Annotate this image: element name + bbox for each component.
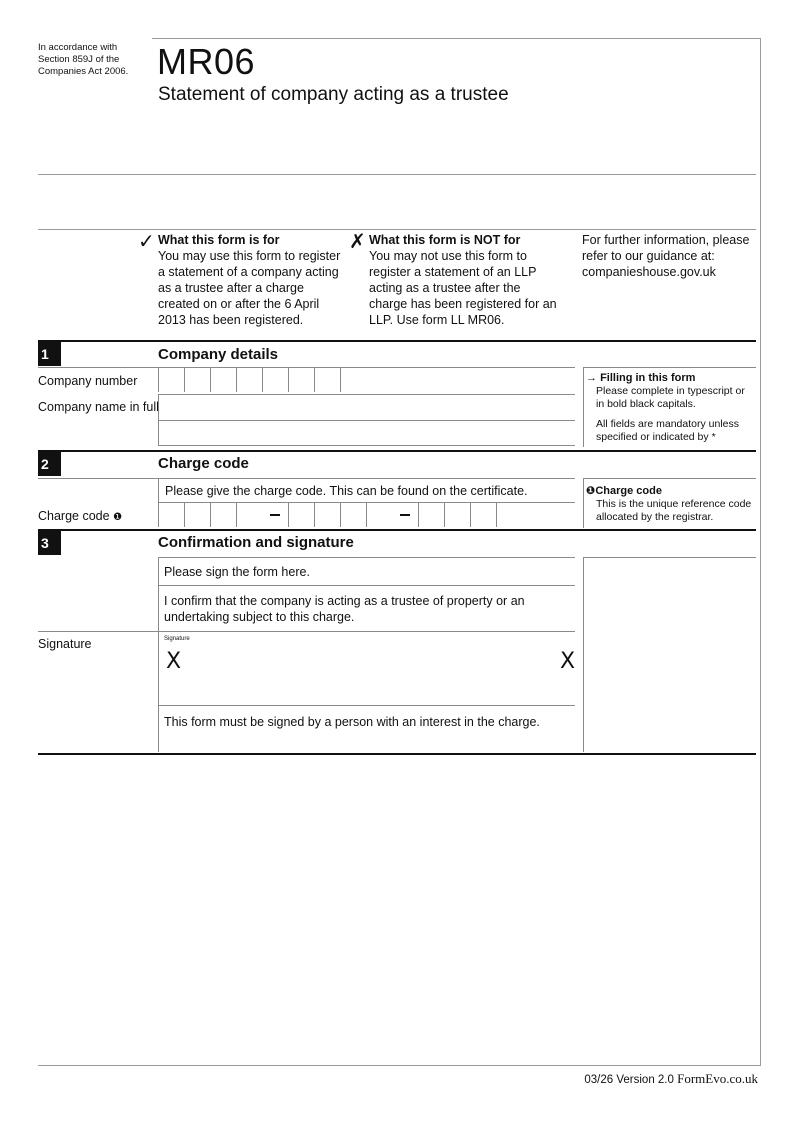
section-3-bar <box>38 529 756 531</box>
section-3-title: Confirmation and signature <box>158 534 354 551</box>
company-number-boxes[interactable] <box>158 367 362 392</box>
section-1-bar <box>38 340 756 342</box>
charge-code-instruction: Please give the charge code. This can be found on the certificate. <box>165 484 528 498</box>
filling-in-heading: → Filling in this form <box>586 372 696 384</box>
footer-version: 03/26 Version 2.0 <box>584 1074 674 1086</box>
section-3-end-bar <box>38 753 756 755</box>
signature-label: Signature <box>38 637 92 651</box>
info-icon: ❶ <box>586 485 596 497</box>
form-purpose-heading: What this form is for <box>158 233 280 247</box>
section-3-right-border <box>583 557 584 752</box>
form-not-purpose <box>369 232 559 328</box>
mandatory-note: All fields are mandatory unless specified or indicated by * <box>596 418 739 443</box>
header-divider <box>38 174 756 175</box>
charge-code-note-text: This is the unique reference code allocated by the registrar. <box>596 498 752 523</box>
sign-instruction: Please sign the form here. <box>164 565 310 579</box>
charge-code-cell[interactable] <box>288 502 314 527</box>
section-2-number: 2 <box>38 452 61 476</box>
charge-code-label: Charge code ❶ <box>38 509 123 523</box>
charge-code-cell[interactable] <box>496 502 522 527</box>
charge-code-cell[interactable] <box>158 502 184 527</box>
frame-right-border <box>760 38 761 1066</box>
charge-code-cell[interactable] <box>366 502 392 527</box>
company-number-label: Company number <box>38 374 138 388</box>
frame-top-border <box>152 38 761 39</box>
charge-code-separator <box>270 514 280 516</box>
charge-code-cell[interactable] <box>314 502 340 527</box>
charge-code-note <box>586 485 754 524</box>
section-1-title: Company details <box>158 346 279 363</box>
signatory-note: This form must be signed by a person with an interest in the charge. <box>164 715 540 729</box>
section-2-title: Charge code <box>158 455 249 472</box>
charge-code-boxes[interactable] <box>158 502 522 527</box>
frame-bottom-border <box>38 1065 761 1066</box>
charge-code-separator <box>400 514 410 516</box>
form-code: MR06 <box>157 41 256 82</box>
form-not-purpose-heading: What this form is NOT for <box>369 233 521 247</box>
form-purpose-body: You may use this form to register a statement of a company acting as a trustee after a charge created on or after the 6 April 2013 has been registered. <box>158 249 341 327</box>
charge-code-cell[interactable] <box>236 502 262 527</box>
company-number-cell[interactable] <box>158 367 184 392</box>
section-3-header-rule <box>158 557 575 558</box>
section-1-number: 1 <box>38 342 61 366</box>
footer <box>584 1071 758 1087</box>
company-number-cell[interactable] <box>184 367 210 392</box>
checkmark-icon: ✓ <box>138 231 155 253</box>
form-purpose <box>158 232 343 328</box>
further-information: For further information, please refer to our guidance at: companieshouse.gov.uk <box>582 233 750 279</box>
section-2-bar <box>38 450 756 452</box>
signature-box[interactable] <box>158 631 575 706</box>
filling-in-text: Please complete in typescript or in bold black capitals. <box>596 385 745 410</box>
company-number-cell[interactable] <box>236 367 262 392</box>
charge-code-cell[interactable] <box>210 502 236 527</box>
form-title: Statement of company acting as a trustee <box>158 84 509 105</box>
company-name-field[interactable] <box>158 394 575 421</box>
section-2-side-rule <box>583 478 756 479</box>
footer-brand: FormEvo.co.uk <box>677 1071 758 1086</box>
section-1-side-rule <box>583 367 756 368</box>
section-3-side-rule <box>583 557 756 558</box>
charge-code-cell[interactable] <box>444 502 470 527</box>
signature-x-left-icon: X <box>166 649 182 674</box>
company-number-cell[interactable] <box>210 367 236 392</box>
filling-in-note <box>586 372 754 444</box>
info-divider <box>38 229 756 230</box>
charge-code-cell[interactable] <box>418 502 444 527</box>
company-number-cell[interactable] <box>340 367 362 392</box>
confirmation-statement: I confirm that the company is acting as a trustee of property or an undertaking subject to this charge. <box>164 594 525 624</box>
arrow-right-icon: → <box>586 372 601 384</box>
charge-code-cell[interactable] <box>184 502 210 527</box>
company-name-label: Company name in full <box>38 400 159 414</box>
company-number-cell[interactable] <box>262 367 288 392</box>
form-not-purpose-body: You may not use this form to register a statement of an LLP acting as a trustee after the charge has been registered for an LLP. Use form LL MR06. <box>369 249 557 327</box>
legal-note: In accordance with Section 859J of the Companies Act 2006. <box>38 42 129 77</box>
section-3-number: 3 <box>38 531 61 555</box>
side-panel-border-2 <box>583 478 584 528</box>
charge-code-cell[interactable] <box>340 502 366 527</box>
company-name-field-line-2[interactable] <box>158 421 575 446</box>
company-number-cell[interactable] <box>314 367 340 392</box>
side-panel-border <box>583 367 584 447</box>
company-number-cell[interactable] <box>288 367 314 392</box>
row-rule <box>158 585 575 586</box>
charge-code-instruction-box <box>158 478 575 503</box>
charge-code-note-heading: ❶Charge code <box>586 485 662 497</box>
signature-x-right-icon: X <box>560 649 576 674</box>
info-icon: ❶ <box>113 512 123 523</box>
charge-code-cell[interactable] <box>470 502 496 527</box>
signature-box-caption: Signature <box>164 636 190 642</box>
cross-icon: ✗ <box>349 231 366 253</box>
